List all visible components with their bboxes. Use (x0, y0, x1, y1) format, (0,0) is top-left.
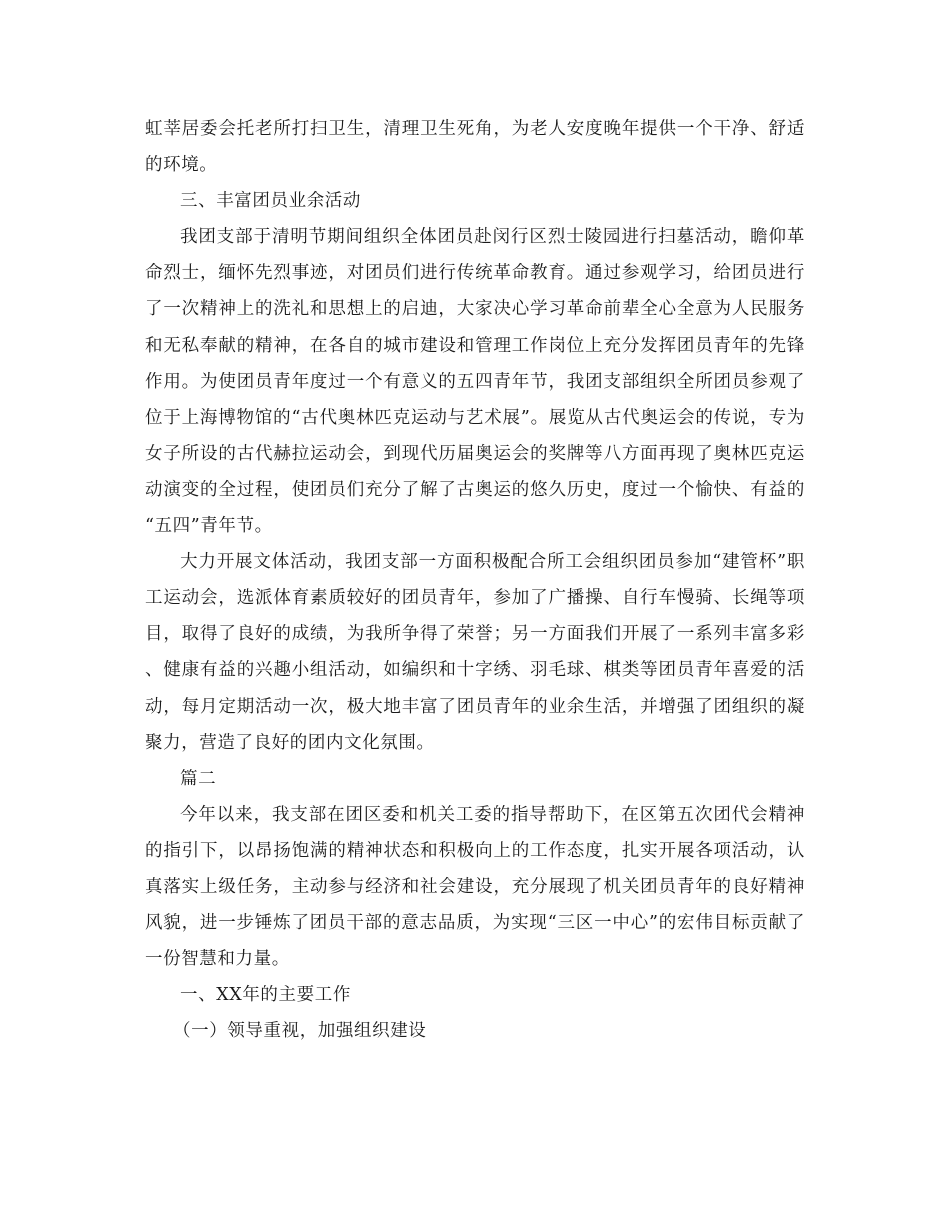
part-heading-pian-er: 篇二 (180, 768, 217, 789)
subsection-heading-one: （一）领导重视，加强组织建设 (173, 1021, 427, 1042)
paragraph-qingming-activity: 我团支部于清明节期间组织全体团员赴闵行区烈士陵园进行扫墓活动，瞻仰革命烈士，缅怀先烈事迹，对团员们进行传统革命教育。通过参观学习，给团员进行了一次精神上的洗礼和思想上的启迪，大家决心学习革命前辈全心全意为人民服务和无私奉献的精神，在各自的城市建设和管理工作岗位上充分发挥团员青年的先锋作用。为使团员青年度过一个有意义的五四青年节，我团支部组织全所团员参观了位于上海博物馆的“古代奥林匹克运动与艺术展”。展览从古代奥运会的传说，专为女子所设的古代赫拉运动会，到现代历届奥运会的奖牌等八方面再现了奥林匹克运动演变的全过程，使团员们充分了解了古奥运的悠久历史，度过一个愉快、有益的“五四”青年节。 (145, 227, 805, 537)
section-heading-three: 三、丰富团员业余活动 (180, 191, 361, 212)
paragraph-sports-culture: 大力开展文体活动，我团支部一方面积极配合所工会组织团员参加“建管杯”职工运动会，选派体育素质较好的团员青年，参加了广播操、自行车慢骑、长绳等项目，取得了良好的成绩，为我所争得了荣誉；另一方面我们开展了一系列丰富多彩、健康有益的兴趣小组活动，如编织和十字绣、羽毛球、棋类等团员青年喜爱的活动，每月定期活动一次，极大地丰富了团员青年的业余生活，并增强了团组织的凝聚力，营造了良好的团内文化氛围。 (145, 552, 805, 753)
paragraph-introduction: 今年以来，我支部在团区委和机关工委的指导帮助下，在区第五次团代会精神的指引下，以昂扬饱满的精神状态和积极向上的工作态度，扎实开展各项活动，认真落实上级任务，主动参与经济和社会建设，充分展现了机关团员青年的良好精神风貌，进一步锤炼了团员干部的意志品质，为实现“三区一中心”的宏伟目标贡献了一份智慧和力量。 (145, 804, 805, 970)
document-body (145, 111, 805, 1049)
section-heading-one: 一、XX年的主要工作 (180, 985, 351, 1006)
paragraph-continuation: 虹莘居委会托老所打扫卫生，清理卫生死角，为老人安度晚年提供一个干净、舒适的环境。 (145, 119, 805, 176)
